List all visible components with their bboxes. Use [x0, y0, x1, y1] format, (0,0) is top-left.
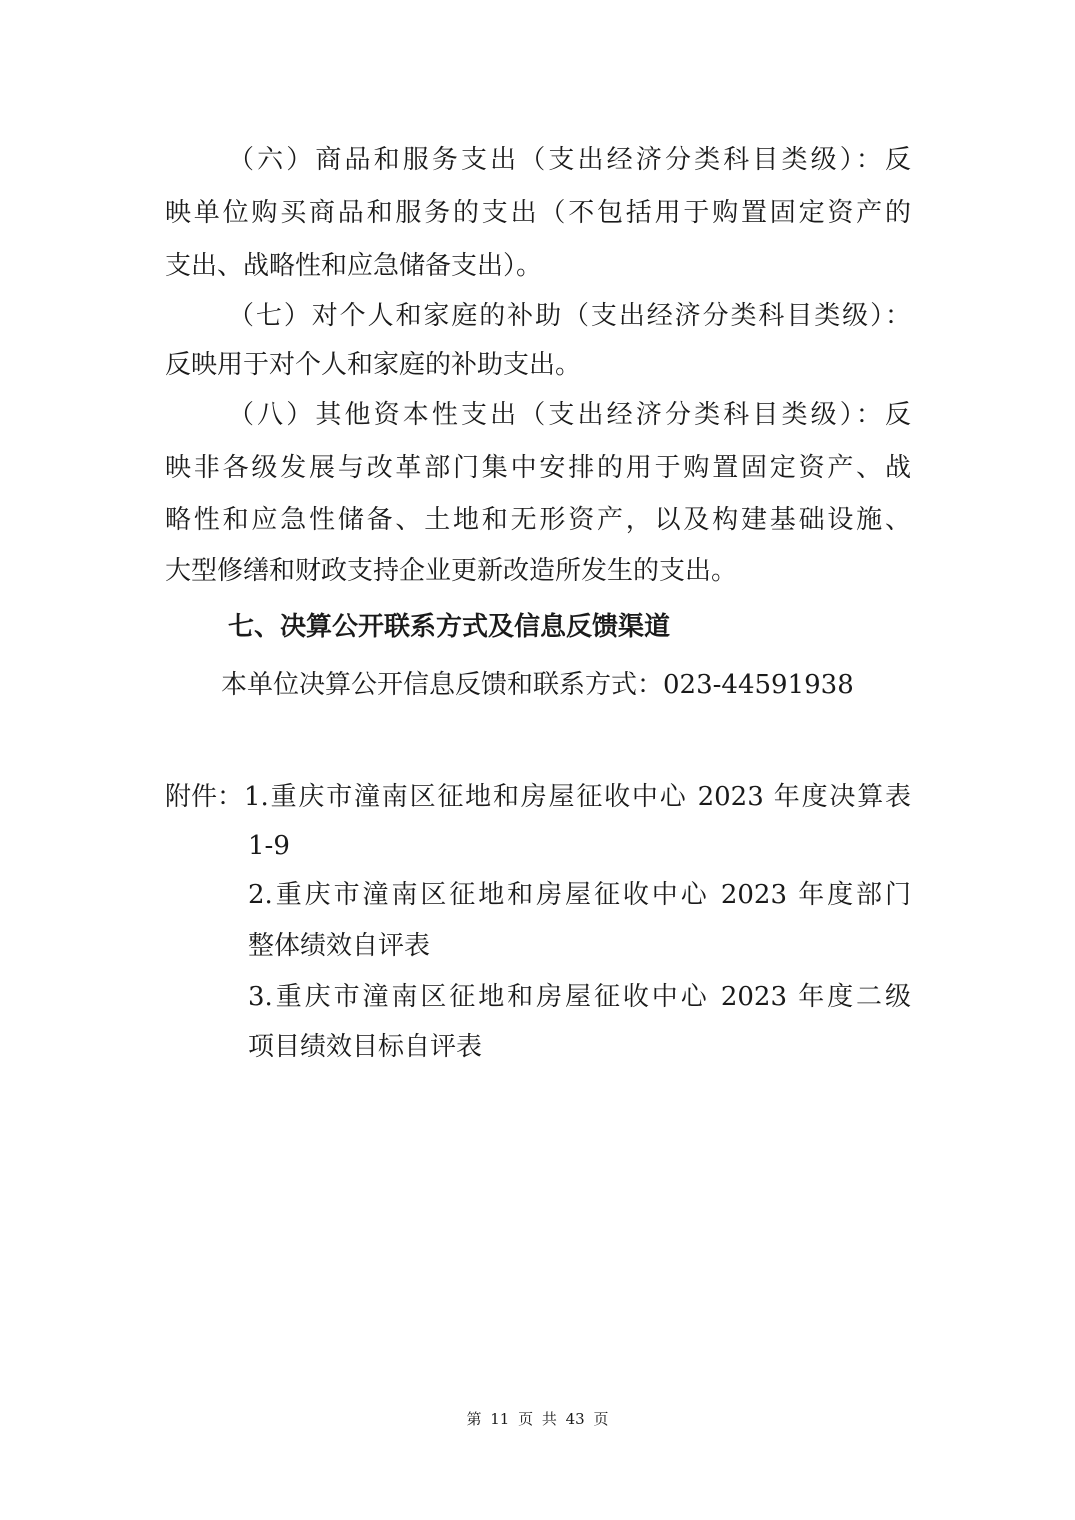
paragraph-line: （七）对个人和家庭的补助（支出经济分类科目类级）：: [228, 301, 911, 331]
paragraph-line: 支出、战略性和应急储备支出）。: [165, 251, 543, 281]
attachment-item: 3.重庆市潼南区征地和房屋征收中心 2023 年度二级: [248, 982, 911, 1012]
paragraph-line: 略性和应急性储备、土地和无形资产，以及构建基础设施、: [165, 505, 911, 535]
attachment-item: 2.重庆市潼南区征地和房屋征收中心 2023 年度部门: [248, 880, 911, 910]
section-heading: 七、决算公开联系方式及信息反馈渠道: [228, 612, 671, 642]
paragraph-line: （八）其他资本性支出（支出经济分类科目类级）：反: [228, 400, 911, 430]
paragraph-line: 大型修缮和财政支持企业更新改造所发生的支出。: [165, 556, 738, 586]
paragraph-line: 反映用于对个人和家庭的补助支出。: [165, 350, 582, 380]
paragraph-line: （六）商品和服务支出（支出经济分类科目类级）：反: [228, 145, 911, 175]
paragraph-line: 映非各级发展与改革部门集中安排的用于购置固定资产、战: [165, 453, 911, 483]
attachment-item: 1-9: [248, 831, 290, 861]
attachment-item: 1.重庆市潼南区征地和房屋征收中心 2023 年度决算表: [244, 782, 911, 812]
page-number: 第 11 页 共 43 页: [466, 1410, 609, 1428]
attachment-item: 整体绩效自评表: [248, 931, 431, 961]
attachments-label: 附件：: [165, 782, 244, 812]
paragraph-line: 映单位购买商品和服务的支出（不包括用于购置固定资产的: [165, 198, 911, 228]
contact-text: 本单位决算公开信息反馈和联系方式：023-44591938: [221, 670, 854, 700]
attachment-item: 项目绩效目标自评表: [248, 1032, 483, 1062]
